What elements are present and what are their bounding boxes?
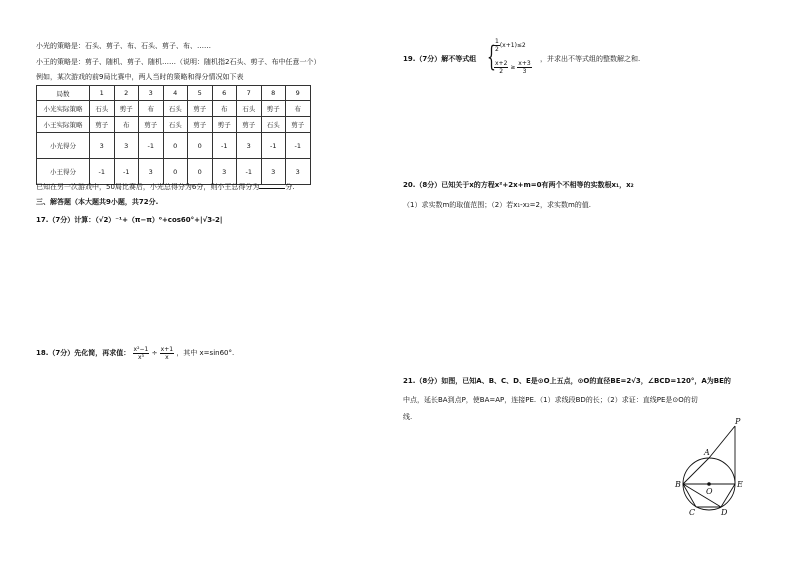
q19-ineq2-num2: x+3 bbox=[518, 60, 531, 67]
table-cell: 3 bbox=[139, 159, 164, 185]
table-cell: 1 bbox=[90, 86, 115, 101]
table-cell: 布 bbox=[286, 101, 311, 117]
table-cell: 布 bbox=[139, 101, 164, 117]
q19-ineq1-rest: (x+1)≤2 bbox=[499, 42, 526, 49]
q19-ineq2-operator: ≥ bbox=[510, 64, 516, 71]
table-cell: -1 bbox=[90, 159, 115, 185]
table-cell: 剪子 bbox=[114, 101, 139, 117]
q19-ineq2-fraction-2 bbox=[517, 60, 531, 75]
table-cell: 4 bbox=[163, 86, 188, 101]
system-brace: { bbox=[487, 40, 496, 73]
table-cell: -1 bbox=[212, 133, 237, 159]
q19-ineq2-den1: 2 bbox=[499, 68, 504, 75]
table-cell: 小光实际策略 bbox=[37, 101, 90, 117]
game-score-table bbox=[36, 85, 311, 185]
table-cell: -1 bbox=[139, 133, 164, 159]
table-cell: 小王得分 bbox=[37, 159, 90, 185]
table-cell: 剪子 bbox=[237, 117, 262, 133]
table-cell: 8 bbox=[261, 86, 286, 101]
q18-frac1-denominator: x³ bbox=[137, 353, 144, 361]
table-cell: 石头 bbox=[261, 117, 286, 133]
q18-frac2-numerator: x+1 bbox=[160, 345, 174, 353]
xiaoguang-strategy-text: 小光的策略是：石头、剪子、布、石头、剪子、布、…… bbox=[36, 42, 211, 50]
table-cell: 3 bbox=[90, 133, 115, 159]
table-cell: 布 bbox=[114, 117, 139, 133]
known-condition-end: 分. bbox=[285, 183, 295, 191]
table-cell: 0 bbox=[188, 159, 213, 185]
table-cell: 9 bbox=[286, 86, 311, 101]
q19-inequality-2 bbox=[494, 60, 532, 75]
table-cell: 3 bbox=[139, 86, 164, 101]
table-cell: 石头 bbox=[237, 101, 262, 117]
q18-operator: ÷ bbox=[151, 349, 158, 357]
table-cell: 小王实际策略 bbox=[37, 117, 90, 133]
table-header-row bbox=[37, 86, 311, 101]
table-cell: 3 bbox=[212, 159, 237, 185]
known-condition-text bbox=[36, 181, 295, 192]
table-cell: -1 bbox=[114, 159, 139, 185]
question-20-line-2: （1）求实数m的取值范围；（2）若x₁-x₂=2，求实数m的值. bbox=[403, 201, 592, 209]
q18-fraction-1 bbox=[133, 346, 150, 361]
table-cell: 剪子 bbox=[188, 117, 213, 133]
table-cell: 小光得分 bbox=[37, 133, 90, 159]
label-b: B bbox=[675, 480, 681, 489]
table-cell: 局数 bbox=[37, 86, 90, 101]
question-21-line-3: 线. bbox=[403, 413, 413, 421]
section-3-heading: 三、解答题（本大题共9小题，共72分. bbox=[36, 198, 159, 206]
table-cell: 3 bbox=[261, 159, 286, 185]
label-d: D bbox=[721, 508, 728, 517]
segment-de bbox=[721, 484, 735, 507]
q19-prefix: 19.（7分）解不等式组 bbox=[403, 55, 477, 63]
question-17: 17.（7分）计算：（√2）⁻¹+（π−π）⁰+cos60°+|√3-2| bbox=[36, 216, 223, 224]
answer-blank bbox=[259, 181, 285, 189]
table-cell: 石头 bbox=[90, 101, 115, 117]
table-cell: 6 bbox=[212, 86, 237, 101]
table-cell: 0 bbox=[188, 133, 213, 159]
circle-geometry-figure bbox=[666, 414, 770, 518]
table-cell: 剪子 bbox=[90, 117, 115, 133]
table-cell: 3 bbox=[237, 133, 262, 159]
table-cell: -1 bbox=[237, 159, 262, 185]
table-cell: 剪子 bbox=[286, 117, 311, 133]
table-cell: 7 bbox=[237, 86, 262, 101]
example-intro-text: 例如，某次游戏的前9局比赛中，两人当时的策略和得分情况如下表 bbox=[36, 73, 244, 81]
q19-ineq2-den2: 3 bbox=[522, 68, 527, 75]
known-condition-main: 已知在另一次游戏中，50局比赛后，小光总得分为6分，则小王总得分为 bbox=[36, 183, 260, 191]
table-cell: -1 bbox=[261, 133, 286, 159]
q18-prefix: 18.（7分）先化简，再求值： bbox=[36, 349, 131, 357]
q18-frac2-denominator: x bbox=[165, 353, 169, 361]
table-row bbox=[37, 117, 311, 133]
label-a: A bbox=[704, 448, 710, 457]
q19-suffix: ，并求出不等式组的整数解之和. bbox=[540, 55, 641, 63]
table-cell: 剪子 bbox=[188, 101, 213, 117]
label-c: C bbox=[689, 508, 696, 517]
label-p: P bbox=[735, 417, 741, 426]
q19-ineq1-num: 1 bbox=[495, 38, 499, 45]
q19-ineq2-fraction-1 bbox=[494, 60, 508, 75]
q18-frac1-numerator: x²−1 bbox=[133, 345, 149, 353]
q18-fraction-2 bbox=[160, 346, 174, 361]
table-cell: 0 bbox=[163, 133, 188, 159]
table-cell: 2 bbox=[114, 86, 139, 101]
table-cell: 0 bbox=[163, 159, 188, 185]
segment-ap bbox=[709, 426, 735, 458]
table-cell: 3 bbox=[114, 133, 139, 159]
label-e: E bbox=[737, 480, 743, 489]
label-o: O bbox=[706, 487, 713, 496]
question-21-line-1: 21.（8分）如图，已知A、B、C、D、E是⊙O上五点，⊙O的直径BE=2√3，∠BCD=120°，A为BE的 bbox=[403, 377, 731, 385]
center-point bbox=[707, 482, 711, 486]
table-cell: 石头 bbox=[163, 101, 188, 117]
xiaowang-strategy-text: 小王的策略是：剪子、随机、剪子、随机……（说明：随机指2石头、剪子、布中任意一个） bbox=[36, 58, 321, 66]
table-cell: 石头 bbox=[163, 117, 188, 133]
q19-inequality-1 bbox=[494, 38, 526, 53]
table-cell: 3 bbox=[286, 159, 311, 185]
question-20-line-1: 20.（8分）已知关于x的方程x²+2x+m=0有两个不相等的实数根x₁，x₂ bbox=[403, 181, 634, 189]
table-cell: 剪子 bbox=[212, 117, 237, 133]
table-cell: 5 bbox=[188, 86, 213, 101]
q19-ineq1-den: 2 bbox=[495, 46, 499, 53]
table-cell: 剪子 bbox=[139, 117, 164, 133]
table-cell: 布 bbox=[212, 101, 237, 117]
question-18 bbox=[36, 345, 234, 361]
q18-suffix: ，其中 x=sin60°. bbox=[176, 349, 235, 357]
table-cell: 剪子 bbox=[261, 101, 286, 117]
table-row bbox=[37, 133, 311, 159]
q19-ineq2-num1: x+2 bbox=[495, 60, 508, 67]
question-21-line-2: 中点，延长BA到点P，使BA=AP，连接PE.（1）求线段BD的长；（2）求证：直线PE是⊙O的切 bbox=[403, 396, 698, 404]
table-row bbox=[37, 101, 311, 117]
segment-bd bbox=[683, 484, 721, 507]
table-cell: -1 bbox=[286, 133, 311, 159]
